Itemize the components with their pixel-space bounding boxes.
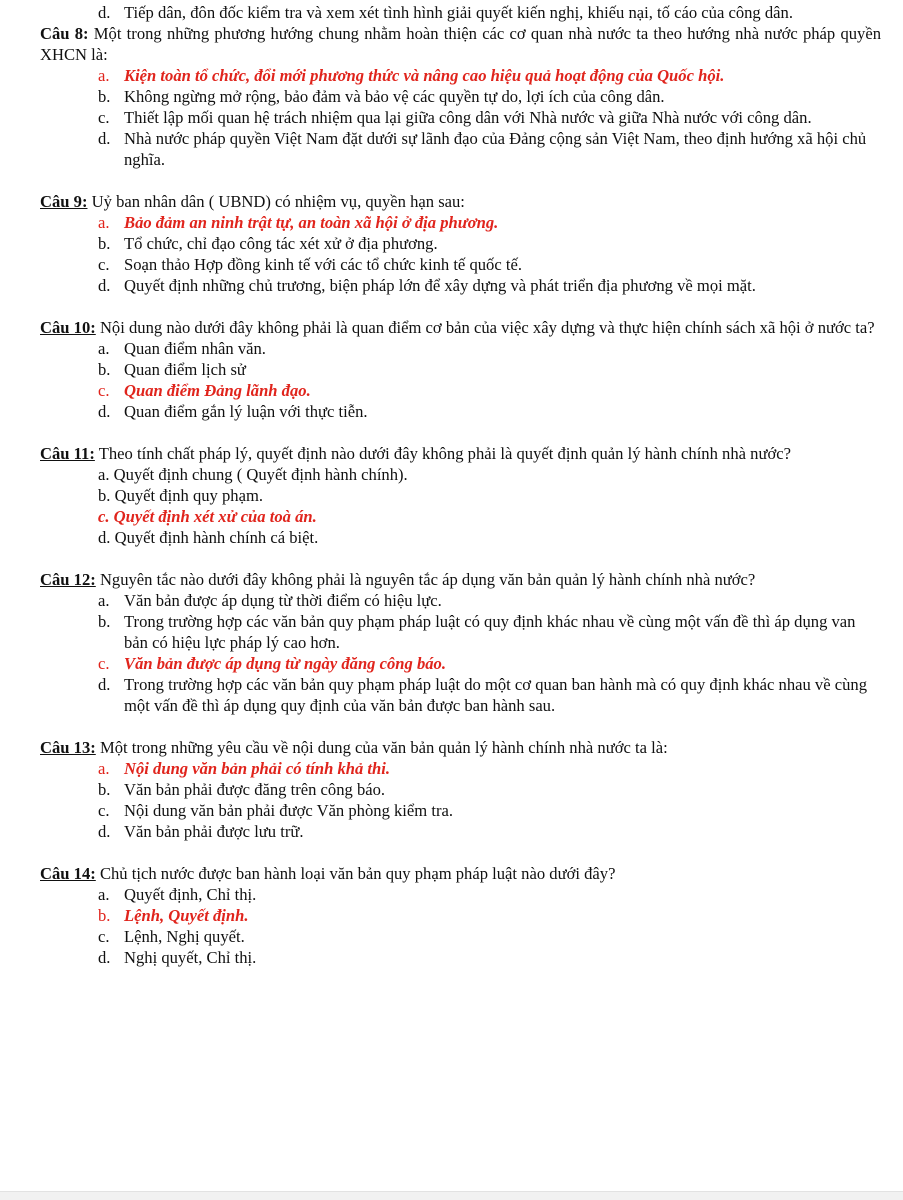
option-text: Kiện toàn tổ chức, đổi mới phương thức và nâng cao hiệu quả hoạt động của Quốc hội. bbox=[124, 66, 725, 85]
option-text: Quyết định xét xử của toà án. bbox=[113, 507, 317, 526]
option-letter: a. bbox=[98, 759, 110, 778]
option-text: Quan điểm gắn lý luận với thực tiễn. bbox=[124, 402, 368, 421]
option-text: Quan điểm Đảng lãnh đạo. bbox=[124, 381, 311, 400]
option-letter: d. bbox=[98, 402, 111, 421]
option-q8-c bbox=[0, 107, 903, 128]
option-letter: b. bbox=[98, 360, 111, 379]
question-label: Câu 13: bbox=[40, 738, 96, 757]
option-text: Quyết định hành chính cá biệt. bbox=[114, 528, 319, 547]
option-text: Tiếp dân, đôn đốc kiểm tra và xem xét tình hình giải quyết kiến nghị, khiếu nại, tố cáo của công dân. bbox=[124, 3, 793, 22]
option-q9-a-answer bbox=[0, 212, 903, 233]
option-q10-b bbox=[0, 359, 903, 380]
question-11 bbox=[0, 443, 903, 464]
option-text: Không ngừng mở rộng, bảo đảm và bảo vệ các quyền tự do, lợi ích của công dân. bbox=[124, 87, 665, 106]
question-label: Câu 10: bbox=[40, 318, 96, 337]
option-letter: b. bbox=[98, 234, 111, 253]
option-text: Nội dung văn bản phải có tính khả thi. bbox=[124, 759, 391, 778]
option-q10-a bbox=[0, 338, 903, 359]
option-letter: d. bbox=[98, 675, 111, 694]
option-q14-b-answer bbox=[0, 905, 903, 926]
option-letter: c. bbox=[98, 507, 110, 526]
option-text: Văn bản được áp dụng từ ngày đăng công báo. bbox=[124, 654, 446, 673]
option-text: Quyết định những chủ trương, biện pháp lớn để xây dựng và phát triển địa phương về mọi mặt. bbox=[124, 276, 756, 295]
option-q12-d bbox=[0, 674, 903, 716]
option-text: Thiết lập mối quan hệ trách nhiệm qua lại giữa công dân với Nhà nước và giữa Nhà nước với công dân. bbox=[124, 108, 812, 127]
option-q14-a bbox=[0, 884, 903, 905]
option-text: Soạn thảo Hợp đồng kinh tế với các tổ chức kinh tế quốc tế. bbox=[124, 255, 522, 274]
question-13 bbox=[0, 737, 903, 758]
option-letter: d. bbox=[98, 3, 111, 22]
option-text: Tổ chức, chỉ đạo công tác xét xử ở địa phương. bbox=[124, 234, 438, 253]
option-text: Nhà nước pháp quyền Việt Nam đặt dưới sự lãnh đạo của Đảng cộng sản Việt Nam, theo định hướng xã hội chủ nghĩa. bbox=[124, 129, 867, 169]
q7-tail bbox=[0, 0, 903, 23]
option-q12-c-answer bbox=[0, 653, 903, 674]
question-10 bbox=[0, 317, 903, 338]
option-text: Quyết định chung ( Quyết định hành chính). bbox=[113, 465, 408, 484]
option-letter: b. bbox=[98, 87, 111, 106]
option-letter: d. bbox=[98, 948, 111, 967]
option-q13-c bbox=[0, 800, 903, 821]
option-letter: a. bbox=[98, 339, 110, 358]
question-text: Nội dung nào dưới đây không phải là quan điểm cơ bản của việc xây dựng và thực hiện chính sách xã hội ở nước ta? bbox=[99, 318, 875, 337]
option-letter: a. bbox=[98, 465, 110, 484]
option-q13-a-answer bbox=[0, 758, 903, 779]
options-q10 bbox=[0, 338, 903, 422]
options-q14 bbox=[0, 884, 903, 968]
option-text: Văn bản phải được đăng trên công báo. bbox=[124, 780, 386, 799]
option-q14-c bbox=[0, 926, 903, 947]
option-letter: b. bbox=[98, 612, 111, 631]
question-text: Nguyên tắc nào dưới đây không phải là nguyên tắc áp dụng văn bản quản lý hành chính nhà nước? bbox=[99, 570, 756, 589]
page-bottom-edge bbox=[0, 1191, 903, 1200]
option-text: Nội dung văn bản phải được Văn phòng kiểm tra. bbox=[124, 801, 453, 820]
option-text: Quyết định, Chỉ thị. bbox=[124, 885, 257, 904]
option-text: Trong trường hợp các văn bản quy phạm pháp luật có quy định khác nhau về cùng một vấn đề thì áp dụng van bản có hiệu lực pháp lý cao hơn. bbox=[124, 612, 856, 652]
options-q12 bbox=[0, 590, 903, 716]
option-q14-d bbox=[0, 947, 903, 968]
option-letter: b. bbox=[98, 486, 111, 505]
option-letter: c. bbox=[98, 255, 110, 274]
option-q11-b bbox=[0, 485, 903, 506]
option-text: Văn bản phải được lưu trữ. bbox=[124, 822, 304, 841]
option-letter: d. bbox=[98, 276, 111, 295]
option-text: Quan điểm nhân văn. bbox=[124, 339, 266, 358]
option-letter: a. bbox=[98, 213, 110, 232]
option-text: Bảo đảm an ninh trật tự, an toàn xã hội ở địa phương. bbox=[124, 213, 499, 232]
option-q9-d bbox=[0, 275, 903, 296]
option-q11-a bbox=[0, 464, 903, 485]
question-text: Một trong những yêu cầu về nội dung của văn bản quản lý hành chính nhà nước ta là: bbox=[99, 738, 668, 757]
option-letter: a. bbox=[98, 885, 110, 904]
option-text: Lệnh, Nghị quyết. bbox=[124, 927, 245, 946]
option-letter: a. bbox=[98, 591, 110, 610]
question-label: Câu 11: bbox=[40, 444, 95, 463]
option-q7-d bbox=[0, 2, 903, 23]
option-letter: c. bbox=[98, 654, 110, 673]
options-q11 bbox=[0, 464, 903, 548]
option-letter: c. bbox=[98, 927, 110, 946]
option-q9-c bbox=[0, 254, 903, 275]
option-letter: d. bbox=[98, 822, 111, 841]
option-q12-a bbox=[0, 590, 903, 611]
options-q8 bbox=[0, 65, 903, 170]
option-q13-b bbox=[0, 779, 903, 800]
option-q8-a-answer bbox=[0, 65, 903, 86]
option-letter: a. bbox=[98, 66, 110, 85]
option-letter: b. bbox=[98, 906, 111, 925]
option-q10-d bbox=[0, 401, 903, 422]
question-text: Chủ tịch nước được ban hành loại văn bản quy phạm pháp luật nào dưới đây? bbox=[99, 864, 616, 883]
option-q8-b bbox=[0, 86, 903, 107]
option-text: Trong trường hợp các văn bản quy phạm pháp luật do một cơ quan ban hành mà có quy định khác nhau về cùng một vấn đề thì áp dụng quy định của văn bản được ban hành sau. bbox=[124, 675, 867, 715]
option-q11-c-answer bbox=[0, 506, 903, 527]
option-q13-d bbox=[0, 821, 903, 842]
options-q9 bbox=[0, 212, 903, 296]
option-text: Lệnh, Quyết định. bbox=[124, 906, 249, 925]
option-q9-b bbox=[0, 233, 903, 254]
option-text: Quyết định quy phạm. bbox=[114, 486, 264, 505]
option-text: Văn bản được áp dụng từ thời điểm có hiệu lực. bbox=[124, 591, 442, 610]
question-text: Uỷ ban nhân dân ( UBND) có nhiệm vụ, quyền hạn sau: bbox=[91, 192, 465, 211]
question-label: Câu 12: bbox=[40, 570, 96, 589]
question-label: Câu 9: bbox=[40, 192, 88, 211]
option-q11-d bbox=[0, 527, 903, 548]
question-label: Câu 14: bbox=[40, 864, 96, 883]
option-letter: c. bbox=[98, 801, 110, 820]
question-text: Một trong những phương hướng chung nhằm hoàn thiện các cơ quan nhà nước ta theo hướng nhà nước pháp quyền XHCN là: bbox=[40, 24, 881, 64]
option-letter: d. bbox=[98, 528, 111, 547]
question-12 bbox=[0, 569, 903, 590]
question-14 bbox=[0, 863, 903, 884]
option-q8-d bbox=[0, 128, 903, 170]
option-letter: d. bbox=[98, 129, 111, 148]
option-text: Quan điểm lịch sử bbox=[124, 360, 246, 379]
option-letter: c. bbox=[98, 108, 110, 127]
option-q10-c-answer bbox=[0, 380, 903, 401]
question-text: Theo tính chất pháp lý, quyết định nào dưới đây không phải là quyết định quản lý hành chính nhà nước? bbox=[98, 444, 791, 463]
option-letter: c. bbox=[98, 381, 110, 400]
option-text: Nghị quyết, Chỉ thị. bbox=[124, 948, 257, 967]
option-letter: b. bbox=[98, 780, 111, 799]
options-q13 bbox=[0, 758, 903, 842]
question-9 bbox=[0, 191, 903, 212]
question-label: Câu 8: bbox=[40, 24, 89, 43]
question-8 bbox=[0, 23, 903, 65]
option-q12-b bbox=[0, 611, 903, 653]
